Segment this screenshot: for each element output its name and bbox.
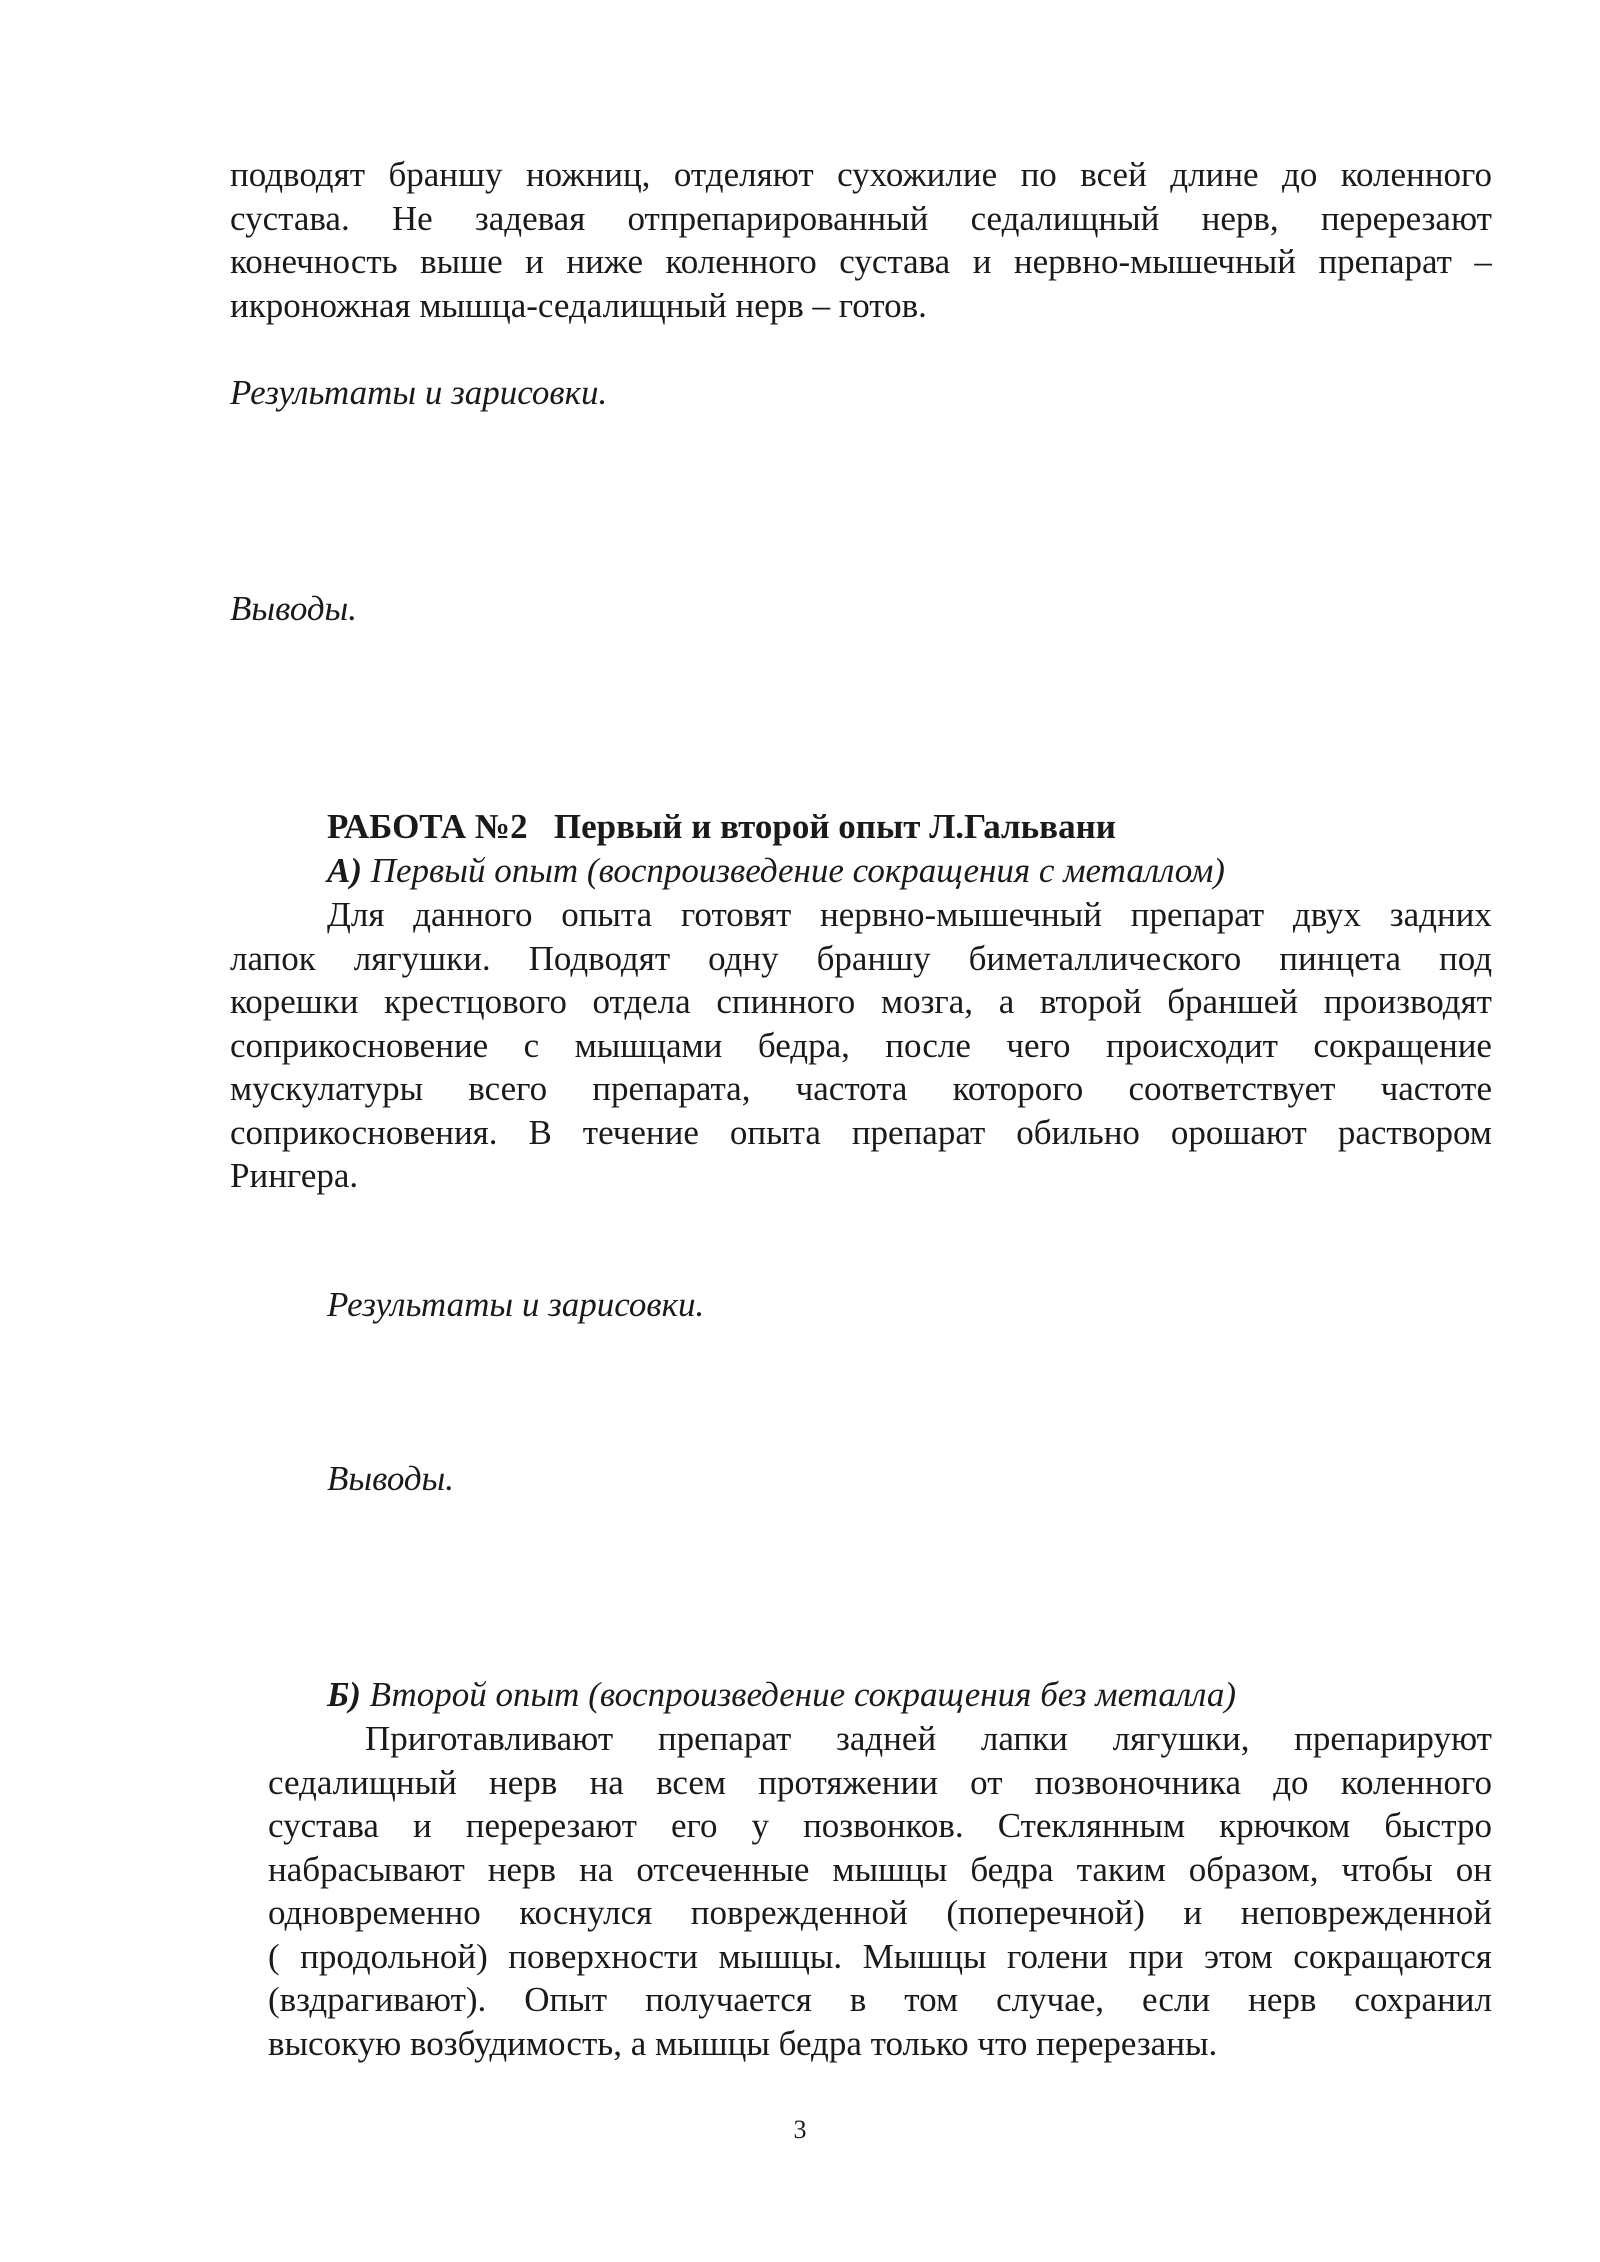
text-line: Приготавливают препарат задней лапки лягушки, препарируют	[365, 1719, 1492, 1758]
text-line: высокую возбудимость, а мышцы бедра только что перерезаны.	[268, 2023, 1218, 2063]
part-b-paragraph	[268, 1717, 1492, 2065]
text-line: Для данного опыта готовят нервно-мышечный препарат двух задних	[327, 895, 1492, 934]
text-line: ( продольной) поверхности мышцы. Мышцы голени при этом сокращаются	[268, 1936, 1492, 1976]
part-b-marker: Б)	[327, 1675, 361, 1714]
text-line: икроножная мышца-седалищный нерв – готов.	[230, 285, 927, 325]
intro-paragraph	[230, 153, 1492, 327]
part-a-marker: А)	[327, 851, 362, 890]
part-a-conclusions-label: Выводы.	[327, 1459, 455, 1498]
conclusions-label: Выводы.	[230, 589, 358, 628]
part-a-paragraph	[230, 893, 1492, 1198]
part-a-heading	[327, 849, 1225, 893]
text-line: корешки крестцового отдела спинного мозга, а второй браншей производят	[230, 982, 1492, 1021]
part-b-heading	[327, 1673, 1236, 1717]
text-line: Рингера.	[230, 1156, 359, 1195]
text-line: сустава и перерезают его у позвонков. Стеклянным крючком быстро	[268, 1806, 1492, 1845]
text-line: седалищный нерв на всем протяжении от позвоночника до коленного	[268, 1762, 1492, 1802]
text-line: подводят браншу ножниц, отделяют сухожилие по всей длине до коленного	[230, 155, 1492, 194]
text-line: соприкосновения. В течение опыта препарат обильно орошают раствором	[230, 1112, 1492, 1152]
text-line: одновременно коснулся поврежденной (поперечной) и неповрежденной	[268, 1893, 1492, 1932]
text-line: набрасывают нерв на отсеченные мышцы бедра таким образом, чтобы он	[268, 1849, 1492, 1889]
work-title: РАБОТА №2 Первый и второй опыт Л.Гальвани	[327, 807, 1116, 846]
text-line: сустава. Не задевая отпрепарированный седалищный нерв, перерезают	[230, 198, 1492, 238]
part-a-subtitle: Первый опыт (воспроизведение сокращения с металлом)	[362, 851, 1225, 890]
page-number: 3	[793, 2115, 807, 2144]
text-line: (вздрагивают). Опыт получается в том случае, если нерв сохранил	[268, 1980, 1492, 2019]
text-line: лапок лягушки. Подводят одну браншу биметаллического пинцета под	[230, 938, 1492, 978]
text-line: конечность выше и ниже коленного сустава и нервно-мышечный препарат –	[230, 242, 1492, 281]
text-line: мускулатуры всего препарата, частота которого соответствует частоте	[230, 1069, 1492, 1108]
part-a-results-label: Результаты и зарисовки.	[327, 1285, 705, 1324]
text-line: соприкосновение с мышцами бедра, после чего происходит сокращение	[230, 1025, 1492, 1065]
part-b-subtitle: Второй опыт (воспроизведение сокращения без металла)	[360, 1675, 1236, 1714]
results-label: Результаты и зарисовки.	[230, 373, 608, 412]
